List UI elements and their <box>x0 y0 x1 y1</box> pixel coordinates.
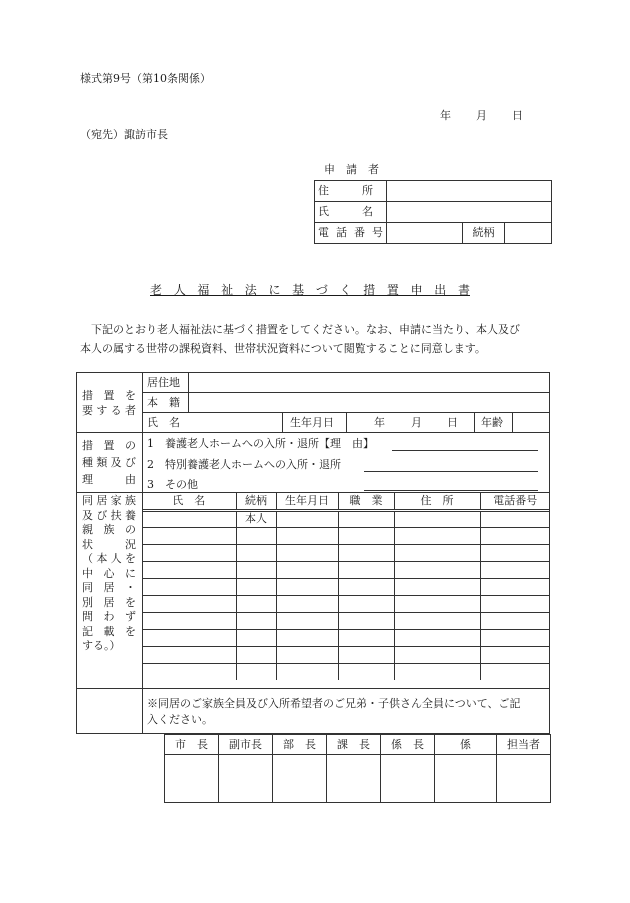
family-cell[interactable] <box>394 544 480 561</box>
family-table <box>142 492 550 680</box>
table-row <box>142 578 550 595</box>
approval-header-section-chief: 課 長 <box>327 735 381 755</box>
document-title: 老人福祉法に基づく措置申出書 <box>150 283 470 297</box>
approval-header-mayor: 市 長 <box>165 735 219 755</box>
family-cell[interactable] <box>338 629 394 646</box>
approval-stamp-cell[interactable] <box>327 755 381 803</box>
family-cell[interactable] <box>236 544 276 561</box>
approval-table <box>164 734 551 803</box>
family-cell[interactable] <box>142 510 236 527</box>
birthdate-divider-right <box>346 412 347 432</box>
applicant-name-field[interactable] <box>387 202 552 223</box>
approval-stamp-cell[interactable] <box>497 755 551 803</box>
family-cell[interactable] <box>142 612 236 629</box>
applicant-relation-label: 続柄 <box>463 223 505 244</box>
divider-note <box>76 688 550 689</box>
family-cell[interactable] <box>338 527 394 544</box>
family-cell[interactable] <box>394 578 480 595</box>
family-label-line: 親族の <box>82 523 136 536</box>
family-cell[interactable] <box>142 544 236 561</box>
addressee: （宛先）諏訪市長 <box>80 128 168 141</box>
family-cell[interactable] <box>394 629 480 646</box>
family-cell[interactable] <box>480 578 550 595</box>
family-label-line: 及び扶養 <box>82 508 136 522</box>
family-label-line: 記載を <box>82 624 136 638</box>
family-cell[interactable] <box>236 629 276 646</box>
date-day-label: 日 <box>512 109 523 122</box>
applicant-heading: 申 請 者 <box>324 163 379 176</box>
family-header-address: 住 所 <box>394 492 480 510</box>
family-cell[interactable] <box>338 561 394 578</box>
family-cell[interactable] <box>276 544 338 561</box>
family-header-occupation: 職 業 <box>338 492 394 510</box>
family-cell[interactable] <box>142 646 236 663</box>
family-cell[interactable] <box>236 578 276 595</box>
family-cell[interactable] <box>142 578 236 595</box>
divider-subject <box>76 432 550 433</box>
applicant-phone-field[interactable] <box>387 223 463 244</box>
family-cell[interactable] <box>480 629 550 646</box>
family-header-birthdate: 生年月日 <box>276 492 338 510</box>
family-label-line: （本人を <box>82 552 136 565</box>
family-cell[interactable] <box>480 612 550 629</box>
family-cell-self[interactable]: 本人 <box>236 510 276 527</box>
family-cell[interactable] <box>276 578 338 595</box>
approval-header-deputy-mayor: 副市長 <box>219 735 273 755</box>
approval-header-director: 部 長 <box>273 735 327 755</box>
family-cell[interactable] <box>236 646 276 663</box>
family-cell[interactable] <box>394 663 480 680</box>
intro-line-2: 本人の属する世帯の課税資料、世帯状況資料について閲覧することに同意します。 <box>80 342 486 355</box>
family-cell[interactable] <box>236 663 276 680</box>
family-cell[interactable] <box>142 527 236 544</box>
birth-month-label: 月 <box>411 416 422 429</box>
age-label: 年齢 <box>481 416 503 429</box>
family-cell[interactable] <box>338 663 394 680</box>
family-cell[interactable] <box>236 595 276 612</box>
family-note-line-1: ※同居のご家族全員及び入所希望者のご兄弟・子供さん全員について、ご記 <box>147 697 521 710</box>
subject-row-divider-1 <box>142 392 550 393</box>
family-cell[interactable] <box>480 510 550 527</box>
table-row <box>142 561 550 578</box>
family-cell[interactable] <box>338 646 394 663</box>
family-label-line: 中心に <box>82 566 136 580</box>
date-month-label: 月 <box>476 109 487 122</box>
family-note-line-2: 入ください。 <box>147 713 213 726</box>
applicant-phone-label: 電話番号 <box>315 223 387 244</box>
family-cell[interactable] <box>394 612 480 629</box>
family-label-line: 別居を <box>82 595 136 609</box>
family-cell[interactable] <box>394 595 480 612</box>
family-cell[interactable] <box>394 510 480 527</box>
family-cell[interactable] <box>394 561 480 578</box>
approval-stamp-cell[interactable] <box>435 755 497 803</box>
age-divider-right <box>512 412 513 432</box>
measure-label-3: 理由 <box>82 473 136 486</box>
family-cell[interactable] <box>142 663 236 680</box>
family-label-line: 状況 <box>82 537 136 551</box>
family-label-line: 同居家族 <box>82 494 136 507</box>
measure-label-divider <box>142 432 143 492</box>
intro-line-1: 下記のとおり老人福祉法に基づく措置をしてください。なお、申請に当たり、本人及び <box>80 323 520 336</box>
family-cell[interactable] <box>338 595 394 612</box>
family-label-line: 問わず <box>82 610 136 623</box>
family-cell[interactable] <box>394 646 480 663</box>
birthdate-label: 生年月日 <box>290 416 334 429</box>
family-cell[interactable] <box>480 646 550 663</box>
table-row <box>142 629 550 646</box>
measure-option-3[interactable]: 3 その他 <box>147 478 198 491</box>
family-cell[interactable] <box>338 510 394 527</box>
family-cell[interactable] <box>142 629 236 646</box>
family-cell[interactable] <box>236 612 276 629</box>
measure-option-2[interactable]: 2 特別養護老人ホームへの入所・退所 <box>147 458 341 471</box>
table-row <box>142 612 550 629</box>
table-row <box>142 646 550 663</box>
approval-stamp-cell[interactable] <box>219 755 273 803</box>
subject-label-2: 要する者 <box>82 404 136 417</box>
family-cell[interactable] <box>338 612 394 629</box>
family-cell[interactable] <box>276 663 338 680</box>
age-field[interactable] <box>514 414 548 431</box>
measure-option-1[interactable]: 1 養護老人ホームへの入所・退所【理 由】 <box>147 437 374 450</box>
approval-stamp-cell[interactable] <box>165 755 219 803</box>
family-cell[interactable] <box>276 646 338 663</box>
table-row <box>142 663 550 680</box>
applicant-table <box>314 180 552 244</box>
family-header-phone: 電話番号 <box>480 492 550 510</box>
residence-field[interactable] <box>190 374 548 391</box>
birth-day-label: 日 <box>447 416 458 429</box>
option-3-line[interactable] <box>364 490 538 491</box>
approval-header-staff: 係 <box>435 735 497 755</box>
applicant-name-label: 氏 名 <box>315 202 387 223</box>
family-cell[interactable] <box>142 561 236 578</box>
family-header-relation: 続柄 <box>236 492 276 510</box>
form-number: 様式第9号（第10条関係） <box>80 72 211 85</box>
approval-stamp-cell[interactable] <box>381 755 435 803</box>
family-cell[interactable] <box>338 578 394 595</box>
domicile-field[interactable] <box>190 394 548 411</box>
approval-stamp-cell[interactable] <box>273 755 327 803</box>
family-cell[interactable] <box>480 663 550 680</box>
family-cell[interactable] <box>394 527 480 544</box>
domicile-label: 本 籍 <box>147 396 180 409</box>
family-label-line: 同居・ <box>82 581 136 594</box>
approval-header-person-in-charge: 担当者 <box>497 735 551 755</box>
subject-label-divider <box>142 372 143 432</box>
birth-year-label: 年 <box>374 416 385 429</box>
family-cell[interactable] <box>480 527 550 544</box>
family-cell[interactable] <box>276 527 338 544</box>
family-label <box>82 494 136 654</box>
date-year-label: 年 <box>440 109 451 122</box>
applicant-address-label: 住 所 <box>315 181 387 202</box>
residence-label: 居住地 <box>147 376 180 389</box>
applicant-address-field[interactable] <box>387 181 552 202</box>
family-cell[interactable] <box>276 612 338 629</box>
note-label-divider <box>142 688 143 734</box>
measure-label-1: 措置の <box>82 439 136 452</box>
family-cell[interactable] <box>480 561 550 578</box>
table-row <box>142 527 550 544</box>
family-cell[interactable] <box>276 561 338 578</box>
family-cell[interactable] <box>338 544 394 561</box>
table-row <box>142 595 550 612</box>
table-row <box>142 510 550 527</box>
applicant-relation-field[interactable] <box>505 223 552 244</box>
family-cell[interactable] <box>236 527 276 544</box>
age-divider-left <box>474 412 475 432</box>
measure-label-2: 種類及び <box>82 456 136 469</box>
subject-name-field[interactable] <box>190 414 280 431</box>
family-cell[interactable] <box>276 595 338 612</box>
family-cell[interactable] <box>276 629 338 646</box>
family-label-line: する。） <box>82 639 121 652</box>
option-2-line[interactable] <box>364 471 538 472</box>
family-cell[interactable] <box>480 595 550 612</box>
reason-line[interactable] <box>392 450 538 451</box>
birthdate-divider-left <box>282 412 283 432</box>
family-header-name: 氏 名 <box>142 492 236 510</box>
family-cell[interactable] <box>480 544 550 561</box>
subject-name-label: 氏 名 <box>147 416 180 429</box>
subject-label-1: 措置を <box>82 389 136 402</box>
family-cell[interactable] <box>236 561 276 578</box>
approval-header-unit-chief: 係 長 <box>381 735 435 755</box>
table-row <box>142 544 550 561</box>
family-cell[interactable] <box>276 510 338 527</box>
family-cell[interactable] <box>142 595 236 612</box>
